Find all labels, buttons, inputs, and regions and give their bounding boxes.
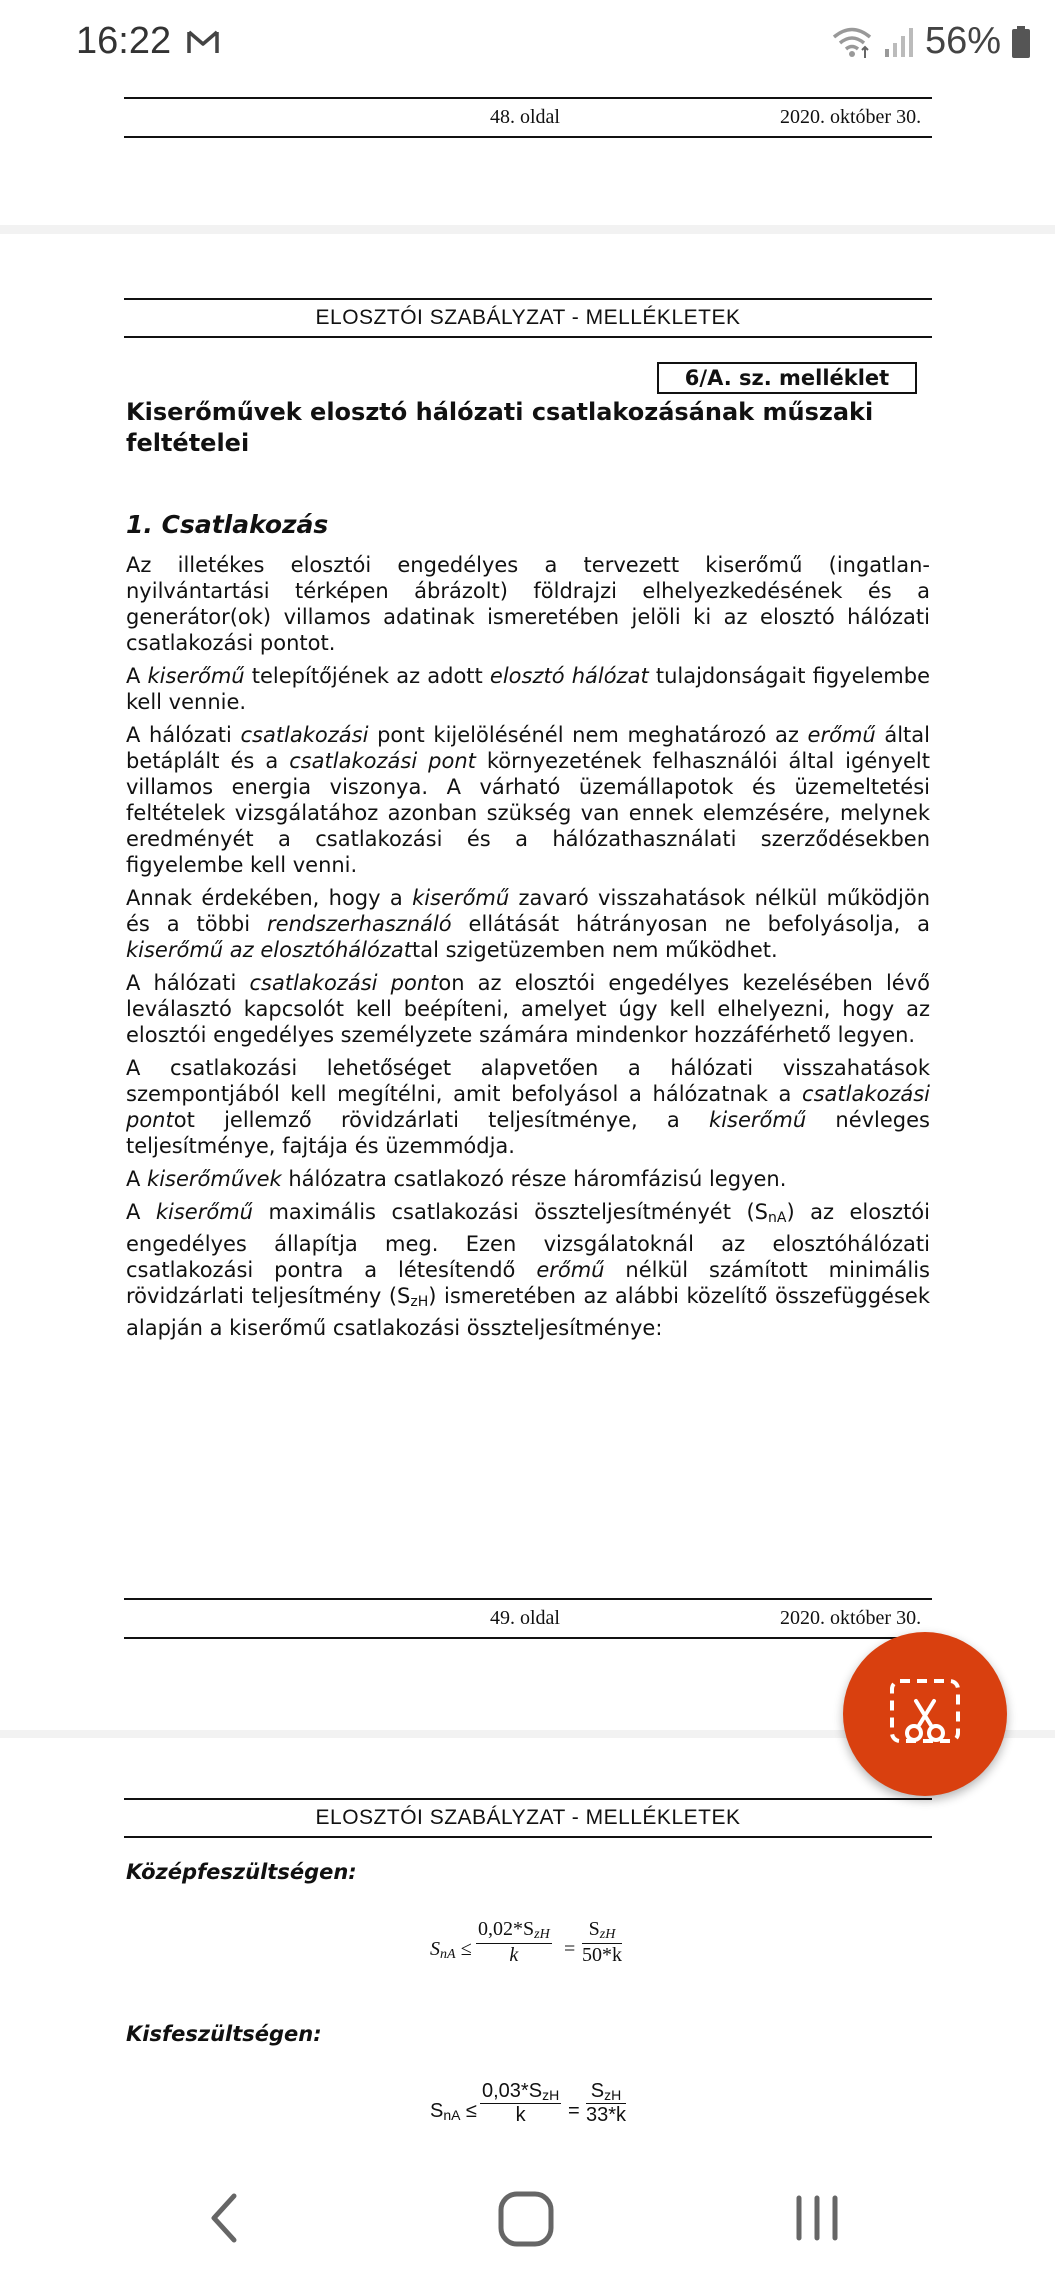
paragraph: A csatlakozási lehetőséget alapvetően a hálózati visszahatások szempontjából kell megítélni, amit befolyásol a hálózatnak a csatlakozási pontot jellemző rövidzárlati teljesítménye, a kiserőmű névleges teljesítménye, fajtája és üzemmódja.	[126, 1056, 931, 1158]
page-date: 2020. október 30.	[780, 1607, 922, 1629]
screenshot-button[interactable]	[843, 1632, 1007, 1796]
page-50: ELOSZTÓI SZABÁLYZAT - MELLÉKLETEK Középfeszültségen: SnA ≤ 0,02*SzH k = SzH 50*k Kisfeszültségen: SnA ≤ 0,03*SzH k = SzH 33*k	[0, 1738, 1055, 2160]
paragraph: A hálózati csatlakozási pont kijelölésénél nem meghatározó az erőmű által betáplált és a csatlakozási pont környezetének felhasználói által igényelt villamos energia viszonya. A várható üzemállapotok és üzemeltetési feltételek vizsgálatához azonban szükség van ennek elemzésére, melynek eredményét a csatlakozási és a hálózathasználati szerződésekben figyelembe kell venni.	[126, 723, 930, 877]
battery-icon	[1011, 25, 1031, 59]
footer-rule	[124, 1637, 932, 1639]
document-title: Kiserőművek elosztó hálózati csatlakozásának műszaki feltételei	[126, 398, 874, 457]
home-icon[interactable]	[497, 2190, 555, 2248]
header-rule	[124, 1836, 932, 1838]
page-48-tail	[0, 90, 1055, 225]
page-number: 48. oldal	[490, 106, 560, 128]
page-number: 49. oldal	[490, 1607, 560, 1629]
status-time: 16:22	[76, 20, 172, 62]
paragraph: A kiserőmű maximális csatlakozási összteljesítményét (SnA) az elosztói engedélyes állapítja meg. Ezen vizsgálatoknál az elosztóhálózati csatlakozási pontra a létesítendő erőmű nélkül számított minimális rövidzárlati teljesítmény (SzH) ismeretében az alábbi közelítő összefüggések alapján a kiserőmű csatlakozási összteljesítménye:	[126, 1200, 931, 1340]
wifi-icon	[831, 25, 873, 59]
header-rule	[124, 298, 932, 300]
page-header: ELOSZTÓI SZABÁLYZAT - MELLÉKLETEK	[315, 1806, 741, 1829]
paragraph: Az illetékes elosztói engedélyes a tervezett kiserőmű (ingatlan-nyilvántartási térképen ábrázolt) földrajzi elhelyezkedésének és a generátor(ok) villamos adatinak ismeretében jelöli ki az elosztó hálózati csatlakozási pontot.	[126, 553, 930, 655]
battery-percent: 56%	[924, 20, 1001, 62]
page-date: 2020. október 30.	[780, 106, 922, 128]
paragraph: Annak érdekében, hogy a kiserőmű zavaró visszahatások nélkül működjön és a többi rendszerhasználó ellátását hátrányosan ne befolyásolja, a kiserőmű az elosztóhálózattal szigetüzemben nem működhet.	[126, 886, 930, 962]
back-icon[interactable]	[206, 2190, 242, 2246]
section-title: 1. Csatlakozás	[126, 510, 329, 539]
lv-label: Kisfeszültségen:	[126, 2022, 322, 2046]
footer-rule	[124, 1598, 932, 1600]
gmail-icon	[186, 28, 220, 56]
footer-rule	[124, 136, 932, 138]
section-body	[126, 552, 930, 1348]
annex-label: 6/A. sz. melléklet	[657, 362, 917, 394]
paragraph: A hálózati csatlakozási ponton az elosztói engedélyes kezelésében lévő leválasztó kapcsolót kell beépíteni, amelyet úgy kell elhelyezni, hogy az elosztói engedélyes személyzete számára mindenkor hozzáférhető legyen.	[126, 971, 930, 1047]
navigation-bar	[0, 2160, 1055, 2286]
status-bar	[0, 0, 1055, 90]
paragraph: A kiserőművek hálózatra csatlakozó része háromfázisú legyen.	[126, 1167, 787, 1191]
recents-icon[interactable]	[792, 2190, 842, 2246]
screenshot-scissors-icon	[888, 1677, 962, 1751]
signal-icon	[883, 25, 915, 59]
header-rule	[124, 1798, 932, 1800]
header-rule	[124, 336, 932, 338]
paragraph: A kiserőmű telepítőjének az adott elosztó hálózat tulajdonságait figyelembe kell vennie.	[126, 664, 930, 714]
mv-label: Középfeszültségen:	[126, 1860, 357, 1884]
page-header: ELOSZTÓI SZABÁLYZAT - MELLÉKLETEK	[315, 306, 741, 329]
footer-rule	[124, 97, 932, 99]
